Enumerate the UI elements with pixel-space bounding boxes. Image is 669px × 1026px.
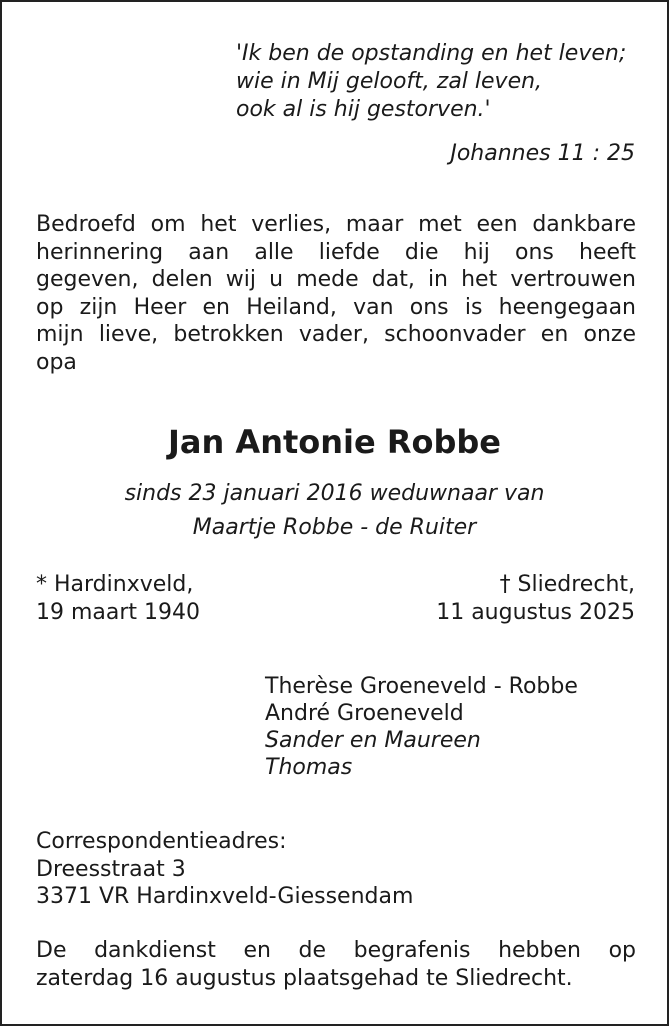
quote-line: 'Ik ben de opstanding en het leven;	[236, 41, 627, 66]
announcement-line: op zijn Heer en Heiland, van ons is heengegaan	[36, 294, 636, 320]
address-street: Dreesstraat 3	[36, 856, 186, 882]
bible-quote	[236, 40, 646, 124]
death-place: † Sliedrecht,	[499, 572, 635, 597]
grandchild: Sander en Maureen	[265, 728, 481, 753]
announcement-line: Bedroefd om het verlies, maar met een dankbare	[36, 212, 636, 237]
address-city: 3371 VR Hardinxveld-Giessendam	[36, 884, 414, 909]
announcement-line: mijn lieve, betrokken vader, schoonvader en onze	[36, 322, 636, 347]
correspondence-address	[36, 828, 413, 911]
announcement-line: gegeven, delen wij u mede dat, in het vertrouwen	[36, 267, 636, 292]
spouse-name: Maartje Robbe - de Ruiter	[192, 515, 477, 540]
deceased-name: Jan Antonie Robbe	[168, 423, 501, 461]
family-list	[265, 673, 578, 781]
quote-reference: Johannes 11 : 25	[450, 141, 635, 166]
death-date: 11 augustus 2025	[436, 599, 635, 625]
family-member: André Groeneveld	[265, 701, 464, 726]
birth-date: 19 maart 1940	[36, 599, 201, 625]
service-line: De dankdienst en de begrafenis hebben op	[36, 938, 636, 963]
death-info	[436, 571, 635, 626]
service-line: zaterdag 16 augustus plaatsgehad te Sliedrecht.	[36, 965, 573, 991]
announcement-text	[36, 211, 636, 376]
announcement-line: herinnering aan alle liefde die hij ons heeft	[36, 239, 636, 265]
grandchild: Thomas	[265, 755, 353, 780]
birth-place: * Hardinxveld,	[36, 572, 194, 597]
announcement-line: opa	[36, 349, 77, 375]
service-note	[36, 937, 636, 992]
widower-note	[2, 477, 667, 545]
address-label: Correspondentieadres:	[36, 829, 287, 854]
widower-line: sinds 23 januari 2016 weduwnaar van	[124, 481, 545, 506]
birth-info	[36, 571, 200, 626]
family-member: Therèse Groeneveld - Robbe	[265, 674, 578, 699]
quote-line: wie in Mij gelooft, zal leven,	[236, 69, 543, 94]
quote-line: ook al is hij gestorven.'	[236, 97, 491, 122]
